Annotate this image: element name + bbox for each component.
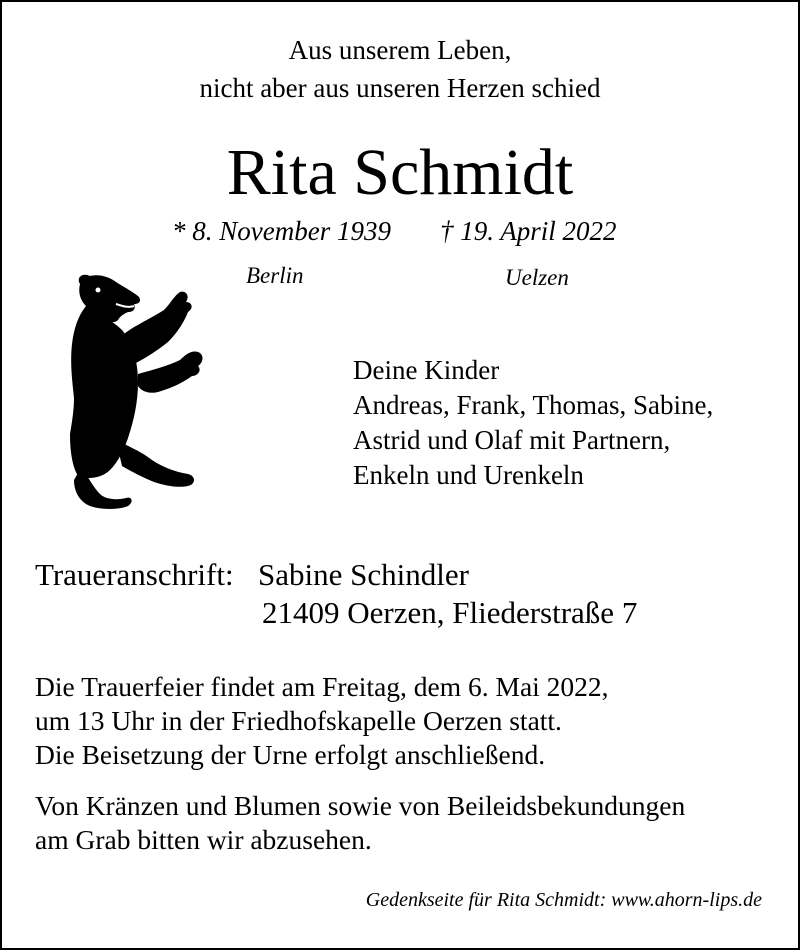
survivor-line-3: Astrid und Olaf mit Partnern, — [353, 425, 671, 455]
request-line-1: Von Kränzen und Blumen sowie von Beileidsbekundungen — [35, 790, 686, 821]
address-street: 21409 Oerzen, Fliederstraße 7 — [262, 595, 638, 630]
birth-date: * 8. November 1939 — [172, 216, 391, 246]
intro-line-1: Aus unserem Leben, — [288, 35, 512, 65]
request-line-2: am Grab bitten wir abzusehen. — [35, 824, 372, 855]
berlin-bear-icon — [68, 270, 213, 510]
deceased-name: Rita Schmidt — [226, 136, 574, 209]
survivor-line-2: Andreas, Frank, Thomas, Sabine, — [353, 390, 714, 420]
survivor-line-1: Deine Kinder — [353, 355, 500, 385]
death-place: Uelzen — [505, 265, 569, 290]
address-name: Sabine Schindler — [258, 557, 469, 592]
ceremony-line-1: Die Trauerfeier findet am Freitag, dem 6. Mai 2022, — [35, 671, 609, 702]
ceremony-line-3: Die Beisetzung der Urne erfolgt anschließend. — [35, 739, 546, 770]
address-label: Traueranschrift: — [35, 557, 234, 592]
ceremony-line-2: um 13 Uhr in der Friedhofskapelle Oerzen statt. — [35, 705, 562, 736]
memorial-page-link: Gedenkseite für Rita Schmidt: www.ahorn-lips.de — [365, 889, 762, 911]
birth-place: Berlin — [246, 263, 304, 288]
death-date: † 19. April 2022 — [440, 216, 617, 246]
survivor-line-4: Enkeln und Urenkeln — [353, 460, 584, 490]
intro-line-2: nicht aber aus unseren Herzen schied — [199, 73, 601, 103]
